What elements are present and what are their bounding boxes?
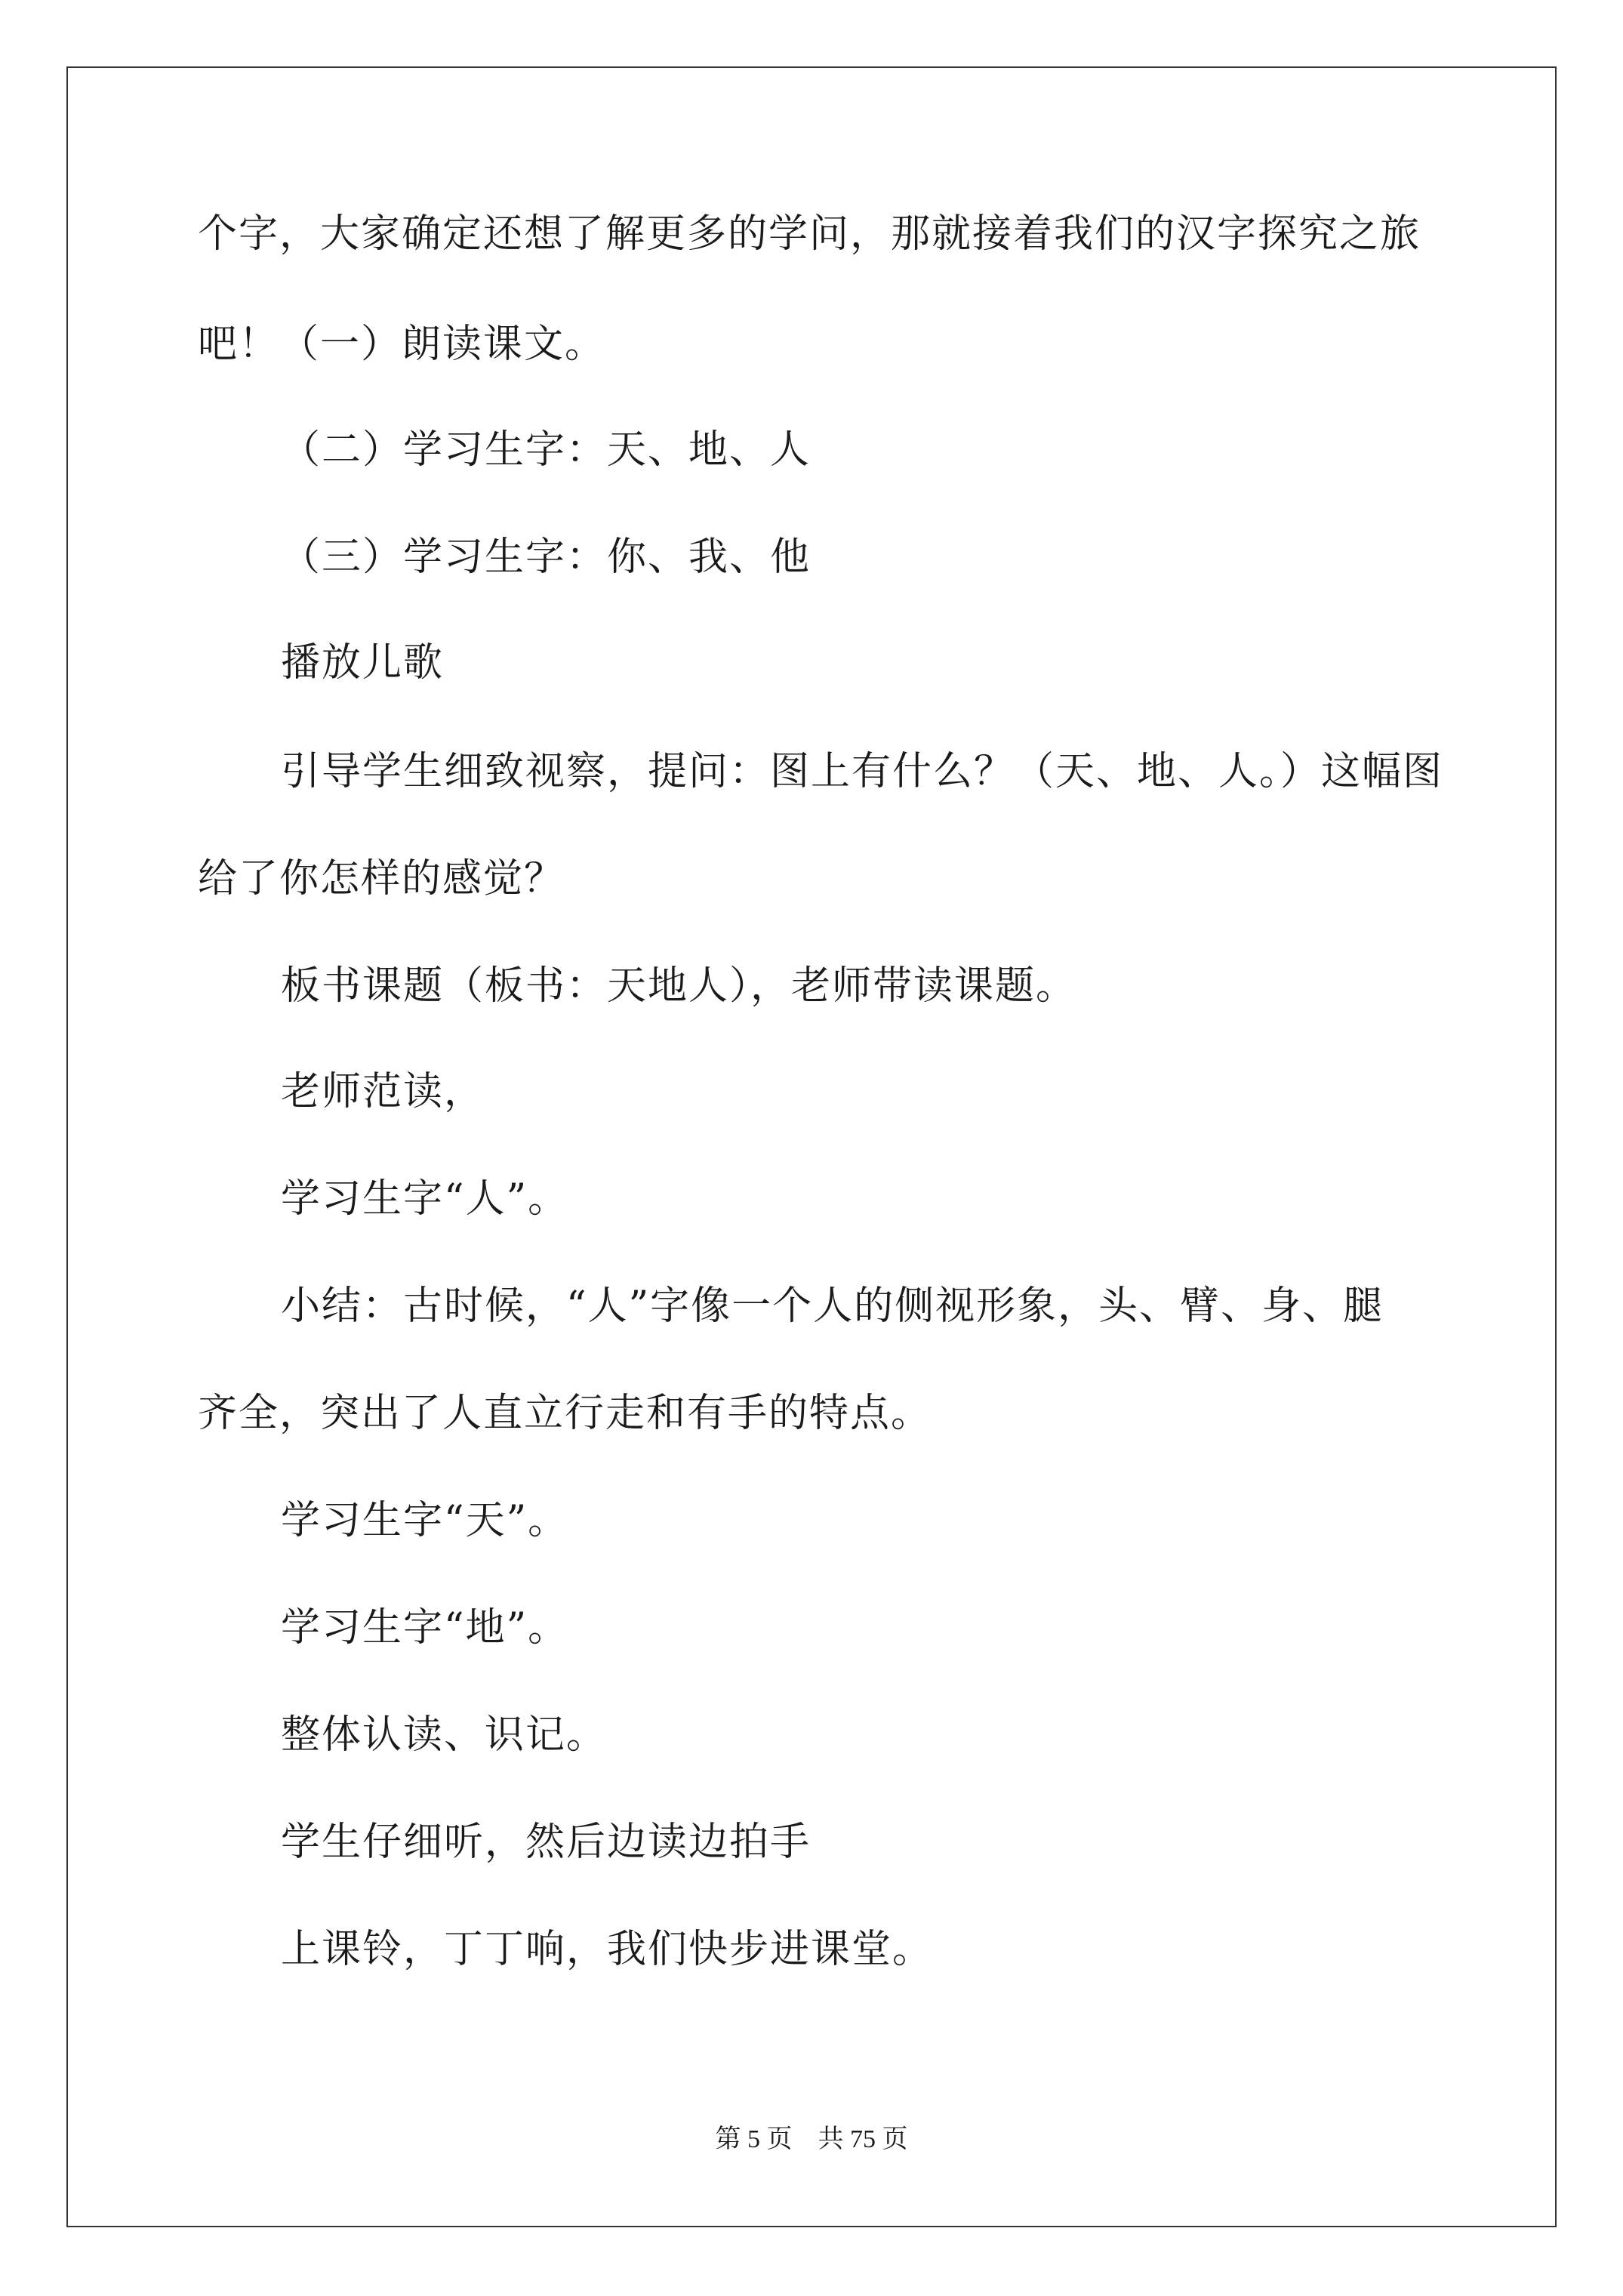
text-line-5: 播放儿歌 [281,640,445,686]
text-line-4: （三）学习生字：你、我、他 [281,535,812,580]
text-line-13: 学习生字“天”。 [281,1498,569,1543]
text-line-3: （二）学习生字：天、地、人 [281,427,812,473]
text-line-14: 学习生字“地”。 [281,1605,569,1650]
text-line-1: 个字，大家确定还想了解更多的学问，那就接着我们的汉字探究之旅 [198,211,1421,257]
text-line-12: 齐全，突出了人直立行走和有手的特点。 [198,1391,932,1436]
text-line-10: 学习生字“人”。 [281,1176,569,1222]
text-line-7: 给了你怎样的感觉？ [198,856,565,901]
page-number: 第 5 页 共 75 页 [715,2125,908,2153]
text-line-6: 引导学生细致视察，提问：图上有什么？（天、地、人。）这幅图 [281,749,1444,794]
text-line-17: 上课铃，丁丁响，我们快步进课堂。 [281,1927,934,1972]
text-line-2: 吧！（一）朗读课文。 [198,322,606,367]
text-line-9: 老师范读， [281,1069,485,1114]
text-line-16: 学生仔细听，然后边读边拍手 [281,1820,812,1865]
text-line-11: 小结：古时候，“人”字像一个人的侧视形象，头、臂、身、腿 [281,1284,1384,1329]
text-line-15: 整体认读、识记。 [281,1712,608,1758]
text-line-8: 板书课题（板书：天地人），老师带读课题。 [281,963,1077,1009]
page-border [66,66,1557,2227]
